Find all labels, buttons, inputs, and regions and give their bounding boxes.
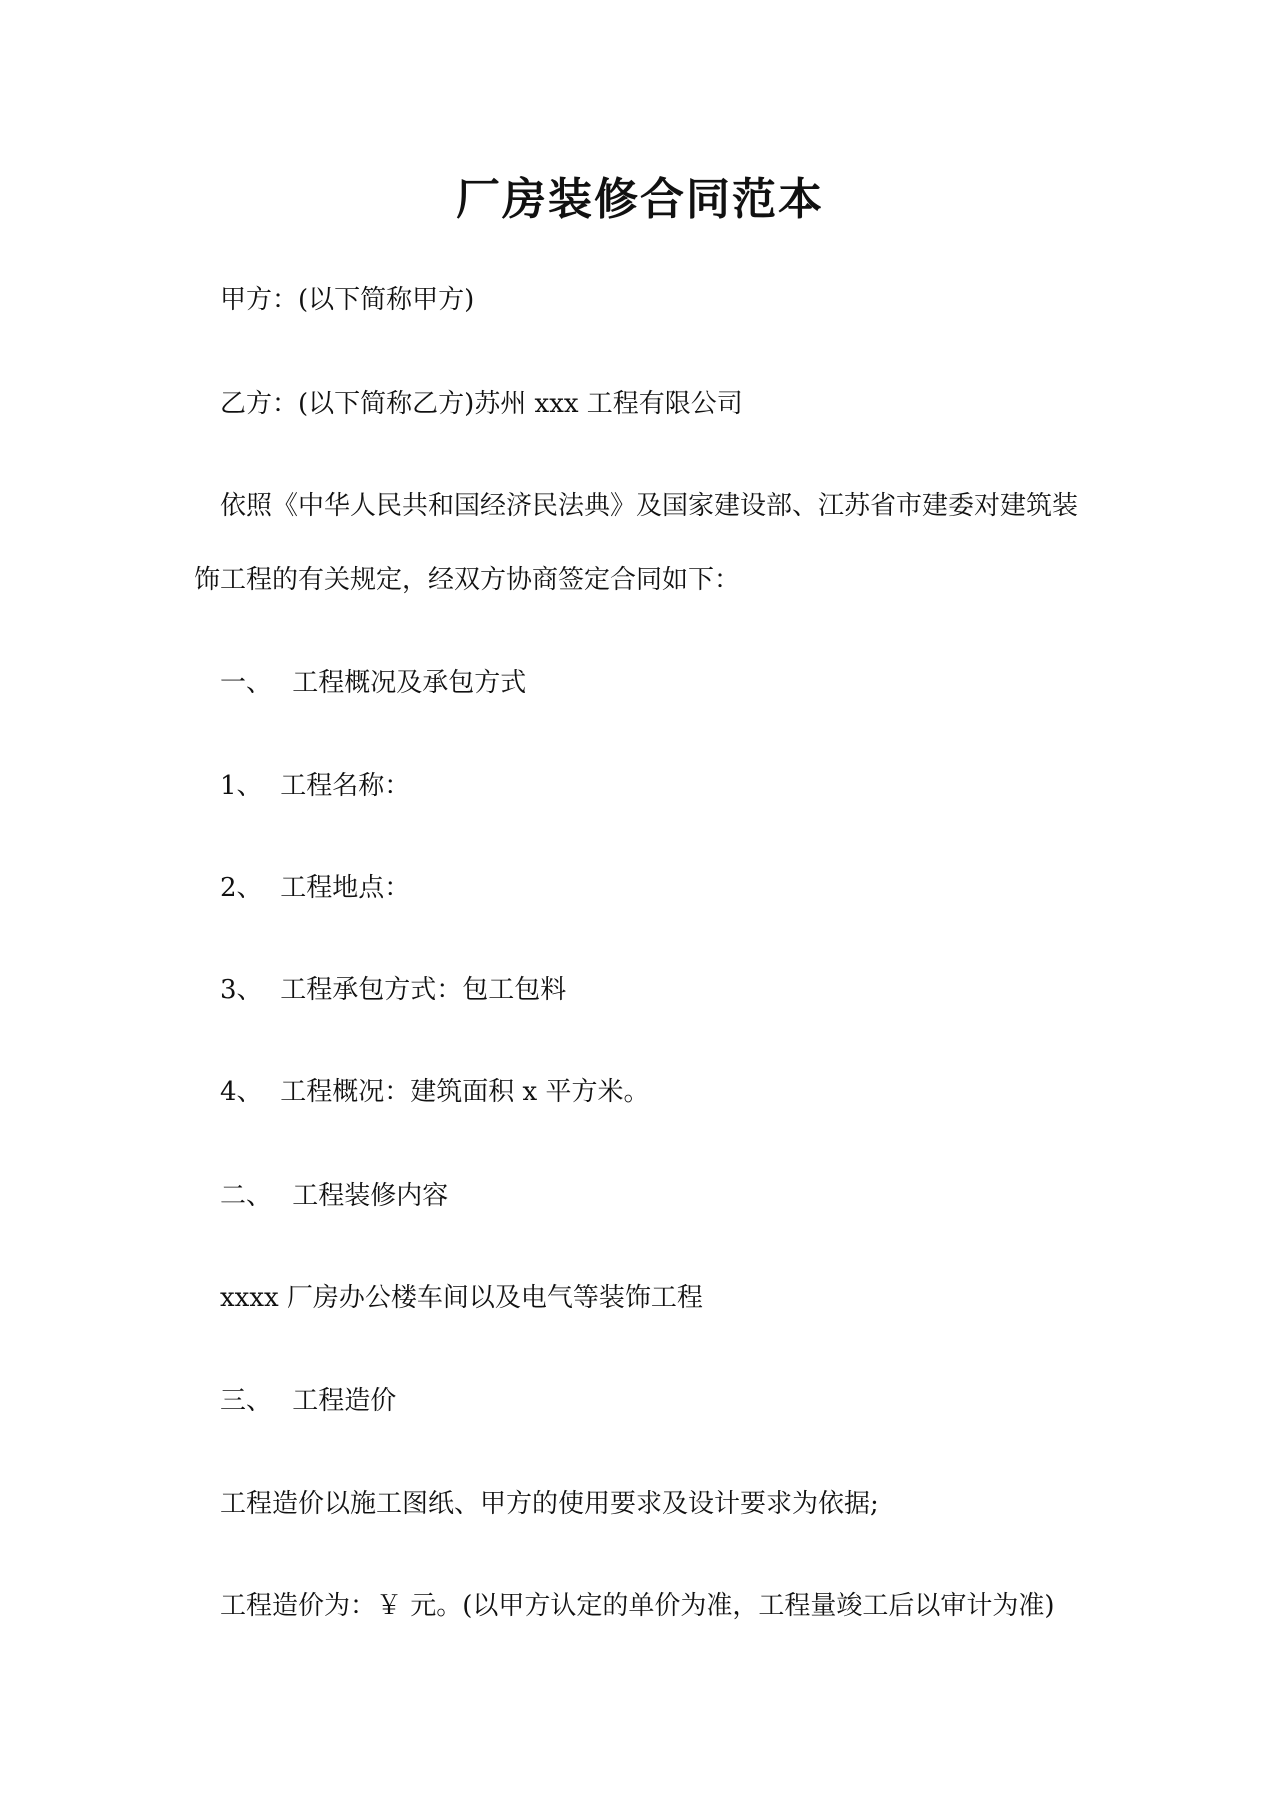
item-4-text: 工程概况：建筑面积 x 平方米。 bbox=[280, 1077, 650, 1107]
item-4-number: 4、 bbox=[220, 1077, 263, 1107]
list-item bbox=[220, 870, 410, 906]
document-title: 厂房装修合同范本 bbox=[456, 174, 824, 225]
item-3-number: 3、 bbox=[220, 975, 263, 1005]
section-2-heading bbox=[220, 1178, 448, 1214]
item-3-text: 工程承包方式：包工包料 bbox=[280, 975, 567, 1005]
list-item bbox=[220, 972, 566, 1008]
section-3-body-1: 工程造价以施工图纸、甲方的使用要求及设计要求为依据; bbox=[220, 1489, 879, 1519]
preamble-line-1: 依照《中华人民共和国经济民法典》及国家建设部、江苏省市建委对建筑装 bbox=[220, 491, 1079, 521]
item-1-text: 工程名称： bbox=[280, 771, 411, 801]
section-3-title: 工程造价 bbox=[292, 1386, 397, 1416]
section-2-number: 二、 bbox=[220, 1181, 273, 1211]
section-2-body: xxxx 厂房办公楼车间以及电气等装饰工程 bbox=[220, 1283, 703, 1313]
party-a-line: 甲方：(以下简称甲方) bbox=[220, 285, 475, 315]
item-2-text: 工程地点： bbox=[280, 873, 411, 903]
section-3-number: 三、 bbox=[220, 1386, 273, 1416]
party-b-line: 乙方：(以下简称乙方)苏州 xxx 工程有限公司 bbox=[220, 389, 743, 419]
item-1-number: 1、 bbox=[220, 771, 263, 801]
section-3-heading bbox=[220, 1383, 396, 1419]
list-item bbox=[220, 768, 410, 804]
preamble-line-2: 饰工程的有关规定，经双方协商签定合同如下： bbox=[194, 565, 741, 595]
list-item bbox=[220, 1074, 649, 1110]
section-3-body-2: 工程造价为：￥ 元。(以甲方认定的单价为准，工程量竣工后以审计为准) bbox=[220, 1591, 1055, 1621]
item-2-number: 2、 bbox=[220, 873, 263, 903]
section-1-title: 工程概况及承包方式 bbox=[292, 668, 527, 698]
section-1-heading bbox=[220, 665, 526, 701]
section-1-number: 一、 bbox=[220, 668, 273, 698]
section-2-title: 工程装修内容 bbox=[292, 1181, 449, 1211]
